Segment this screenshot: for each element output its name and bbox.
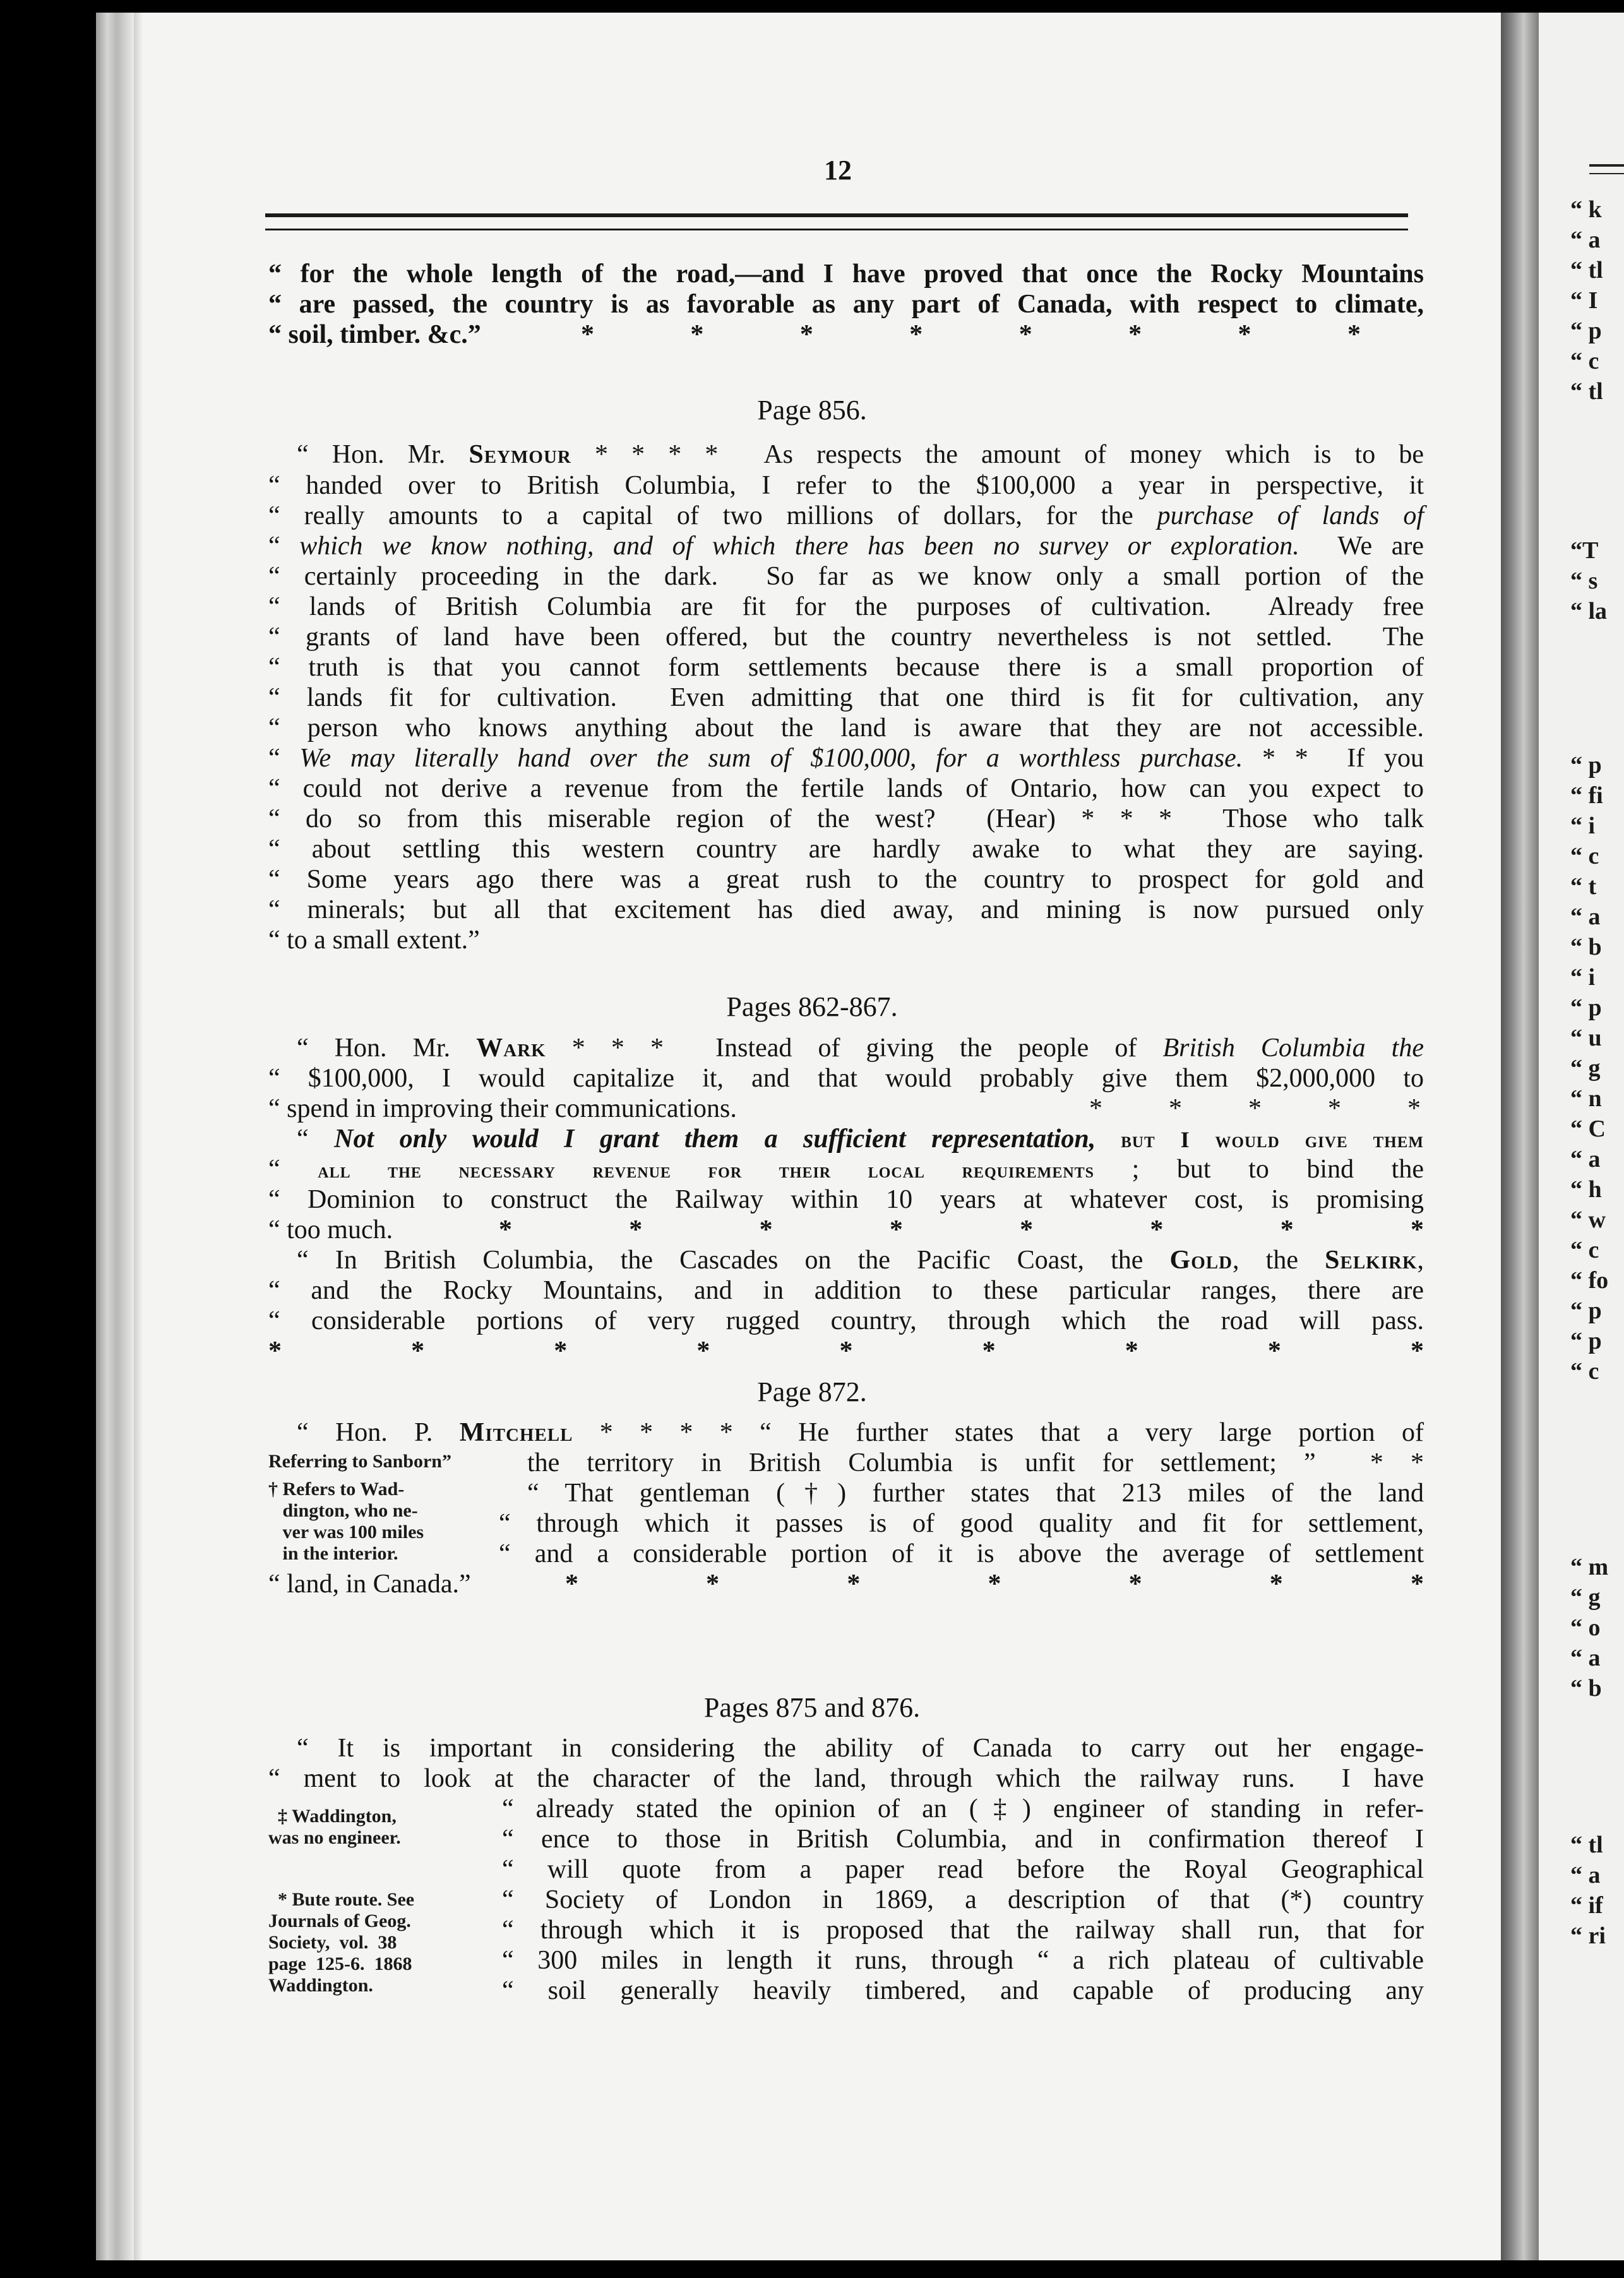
opening-line-2: “ are passed, the country is as favorable as any part of Canada, with respect to climate, <box>268 290 1424 319</box>
star: * <box>799 320 813 349</box>
book-gutter <box>1501 13 1539 2260</box>
section-heading-862: Pages 862-867. <box>726 991 898 1022</box>
section-heading-872: Page 872. <box>757 1376 867 1407</box>
seymour-line-4: “ which we know nothing, and of which there has been no survey or exploration. We are <box>268 532 1424 561</box>
facing-page-line: “ a <box>1570 1645 1601 1671</box>
seymour-line-1: “ Hon. Mr. Seymour * * * * As respects the amount of money which is to be <box>297 440 1424 469</box>
star: * <box>1020 1215 1034 1244</box>
engagement-line-6: “ Society of London in 1869, a description of that (*) country <box>502 1885 1424 1914</box>
facing-page-line: “ p <box>1570 1297 1602 1324</box>
wark-line-1: “ Hon. Mr. Wark * * * Instead of giving the people of British Columbia the <box>297 1034 1424 1063</box>
facing-page-line: “ a <box>1570 227 1601 253</box>
facing-page-line: “ b <box>1570 1675 1602 1702</box>
facing-page-line: “T <box>1570 537 1599 564</box>
engagement-line-1: “ It is important in considering the ability of Canada to carry out her engage- <box>297 1734 1424 1763</box>
star: * <box>581 320 594 349</box>
engagement-line-9: “ soil generally heavily timbered, and capable of producing any <box>502 1976 1424 2005</box>
wark-line-3-stars: * * * * * <box>1089 1094 1421 1123</box>
opening-line-1: “ for the whole length of the road,—and I have proved that once the Rocky Mountains <box>268 259 1424 289</box>
mitchell-stars <box>565 1569 1424 1599</box>
wark-line-2: “ $100,000, I would capitalize it, and that would probably give them $2,000,000 to <box>268 1064 1424 1093</box>
seymour-line-8: “ truth is that you cannot form settlements because there is a small proportion of <box>268 653 1424 682</box>
facing-page-line: “ fi <box>1570 782 1603 809</box>
facing-page-line: “ b <box>1570 934 1602 960</box>
section-heading-875: Pages 875 and 876. <box>703 1692 921 1723</box>
facing-page-line: “ I <box>1570 287 1598 314</box>
opening-stars <box>581 319 1361 350</box>
star: * <box>696 1337 710 1366</box>
facing-page-line: “ if <box>1570 1892 1603 1919</box>
star: * <box>1410 1570 1424 1599</box>
star: * <box>1150 1215 1164 1244</box>
engagement-line-2: “ ment to look at the character of the land, through which the railway runs. I have <box>268 1764 1424 1793</box>
star: * <box>629 1215 643 1244</box>
opening-line-3: “ soil, timber. &c.” <box>268 320 481 349</box>
facing-page-line: “ g <box>1570 1055 1601 1082</box>
engagement-line-5: “ will quote from a paper read before the Royal Geographical <box>502 1855 1424 1884</box>
header-rule <box>265 213 1408 230</box>
facing-page-line: “ k <box>1570 196 1602 223</box>
mitchell-line-3: “ That gentleman (†) further states that 213 miles of the land <box>527 1479 1424 1508</box>
seymour-line-13: “ do so from this miserable region of the west? (Hear) * * * Those who talk <box>268 804 1424 833</box>
seymour-line-7: “ grants of land have been offered, but the country nevertheless is not settled. The <box>268 623 1424 652</box>
facing-page-line: “ o <box>1570 1614 1601 1641</box>
facing-page-line: “ i <box>1570 964 1596 991</box>
facing-page-line: “ s <box>1570 568 1598 594</box>
star: * <box>1238 320 1251 349</box>
facing-page-line: “ a <box>1570 903 1601 930</box>
facing-page-rule <box>1589 164 1624 174</box>
star: * <box>839 1337 853 1366</box>
facing-page <box>1539 13 1624 2260</box>
star: * <box>1410 1215 1424 1244</box>
facing-page-line: “ h <box>1570 1176 1602 1203</box>
margin-note-engineer: ‡ Waddington, was no engineer. <box>268 1806 401 1848</box>
wark-line-7-stars <box>499 1215 1424 1245</box>
star: * <box>411 1337 425 1366</box>
margin-note-bute-route: * Bute route. See Journals of Geog. Society, vol. 38 page 125-6. 1868 Waddington. <box>268 1889 415 1996</box>
seymour-line-12: “ could not derive a revenue from the fertile lands of Ontario, how can you expect to <box>268 774 1424 803</box>
mitchell-line-5: “ and a considerable portion of it is above the average of settlement <box>499 1539 1424 1568</box>
facing-page-line: “ c <box>1570 1358 1599 1385</box>
star: * <box>1018 320 1032 349</box>
seymour-line-14: “ about settling this western country are hardly awake to what they are saying. <box>268 835 1424 864</box>
speaker-name: Mitchell <box>459 1418 573 1447</box>
wark-line-5: “ all the necessary revenue for their local requirements ; but to bind the <box>268 1155 1424 1184</box>
facing-page-line: “ fo <box>1570 1267 1609 1294</box>
facing-page-line: “ p <box>1570 1328 1602 1354</box>
star: * <box>565 1570 578 1599</box>
star: * <box>889 1215 903 1244</box>
wark-line-8: “ In British Columbia, the Cascades on the Pacific Coast, the Gold, the Selkirk, <box>297 1246 1424 1275</box>
engagement-line-4: “ ence to those in British Columbia, and in confirmation thereof I <box>502 1825 1424 1854</box>
wark-line-10: “ considerable portions of very rugged country, through which the road will pass. <box>268 1306 1424 1335</box>
wark-line-9: “ and the Rocky Mountains, and in addition to these particular ranges, there are <box>268 1276 1424 1305</box>
mitchell-line-2: the territory in British Columbia is unfit for settlement; ” * * <box>527 1448 1424 1477</box>
engagement-line-8: “ 300 miles in length it runs, through “ a rich plateau of cultivable <box>502 1946 1424 1975</box>
page-binding-edge <box>96 13 134 2260</box>
seymour-line-6: “ lands of British Columbia are fit for the purposes of cultivation. Already free <box>268 592 1424 621</box>
seymour-line-5: “ certainly proceeding in the dark. So far as we know only a small portion of the <box>268 562 1424 591</box>
margin-note-sanborn: Referring to Sanborn” <box>268 1451 451 1472</box>
facing-page-line: “ c <box>1570 843 1599 869</box>
facing-page-line: “ p <box>1570 994 1602 1021</box>
star: * <box>759 1215 773 1244</box>
seymour-line-17: “ to a small extent.” <box>268 926 480 955</box>
facing-page-line: “ m <box>1570 1554 1609 1580</box>
star: * <box>499 1215 512 1244</box>
seymour-line-16: “ minerals; but all that excitement has died away, and mining is now pursued only <box>268 895 1424 924</box>
facing-page-line: “ ri <box>1570 1923 1606 1949</box>
star: * <box>706 1570 720 1599</box>
margin-note-waddington: † Refers to Wad- dington, who ne- ver was 100 miles in the interior. <box>268 1479 424 1564</box>
facing-page-line: “ i <box>1570 813 1596 839</box>
section-heading-856: Page 856. <box>757 395 867 426</box>
star: * <box>554 1337 568 1366</box>
star: * <box>1267 1337 1281 1366</box>
wark-line-3: “ spend in improving their communications. <box>268 1094 737 1123</box>
star: * <box>690 320 704 349</box>
star: * <box>1280 1215 1294 1244</box>
star: * <box>1269 1570 1283 1599</box>
star: * <box>1128 1570 1142 1599</box>
engagement-line-7: “ through which it is proposed that the railway shall run, that for <box>502 1916 1424 1945</box>
star: * <box>1125 1337 1138 1366</box>
wark-line-6: “ Dominion to construct the Railway within 10 years at whatever cost, is promising <box>268 1185 1424 1214</box>
star: * <box>1347 320 1361 349</box>
mitchell-line-1: “ Hon. P. Mitchell * * * * “ He further states that a very large portion of <box>297 1418 1424 1447</box>
star: * <box>909 320 923 349</box>
facing-page-line: “ p <box>1570 318 1602 344</box>
seymour-line-11: “ We may literally hand over the sum of $100,000, for a worthless purchase. * * If you <box>268 744 1424 773</box>
speaker-name: Seymour <box>469 440 571 469</box>
seymour-line-9: “ lands fit for cultivation. Even admitting that one third is fit for cultivation, any <box>268 683 1424 712</box>
page-binding-shadow <box>134 13 143 2260</box>
engagement-line-3: “ already stated the opinion of an (‡) engineer of standing in refer- <box>502 1794 1424 1823</box>
star: * <box>988 1570 1001 1599</box>
seymour-line-3: “ really amounts to a capital of two millions of dollars, for the purchase of lands of <box>268 501 1424 530</box>
star: * <box>1411 1337 1424 1366</box>
mitchell-line-6: “ land, in Canada.” <box>268 1570 471 1599</box>
page-number: 12 <box>824 155 852 186</box>
mitchell-line-4: “ through which it passes is of good quality and fit for settlement, <box>499 1509 1424 1538</box>
facing-page-line: “ n <box>1570 1085 1602 1112</box>
facing-page-line: “ c <box>1570 348 1599 374</box>
facing-page-line: “ a <box>1570 1862 1601 1888</box>
facing-page-line: “ la <box>1570 598 1608 624</box>
wark-line-4: “ Not only would I grant them a sufficient representation, but I would give them <box>297 1124 1424 1154</box>
star: * <box>982 1337 996 1366</box>
speaker-name: Wark <box>476 1034 546 1063</box>
section-862-stars <box>268 1336 1424 1366</box>
facing-page-line: “ g <box>1570 1584 1601 1611</box>
facing-page-line: “ tl <box>1570 257 1603 283</box>
facing-page-line: “ t <box>1570 873 1597 900</box>
seymour-line-15: “ Some years ago there was a great rush to the country to prospect for gold and <box>268 865 1424 894</box>
seymour-line-2: “ handed over to British Columbia, I refer to the $100,000 a year in perspective, it <box>268 471 1424 500</box>
facing-page-line: “ u <box>1570 1025 1602 1051</box>
facing-page-line: “ c <box>1570 1237 1599 1263</box>
facing-page-line: “ w <box>1570 1207 1606 1233</box>
facing-page-line: “ tl <box>1570 378 1603 405</box>
wark-line-7: “ too much. <box>268 1215 393 1244</box>
facing-page-line: “ a <box>1570 1146 1601 1172</box>
seymour-line-10: “ person who knows anything about the land is aware that they are not accessible. <box>268 713 1424 742</box>
facing-page-line: “ tl <box>1570 1832 1603 1858</box>
star: * <box>1128 320 1142 349</box>
facing-page-line: “ p <box>1570 752 1602 778</box>
star: * <box>847 1570 861 1599</box>
star: * <box>268 1337 282 1366</box>
facing-page-line: “ C <box>1570 1116 1606 1142</box>
